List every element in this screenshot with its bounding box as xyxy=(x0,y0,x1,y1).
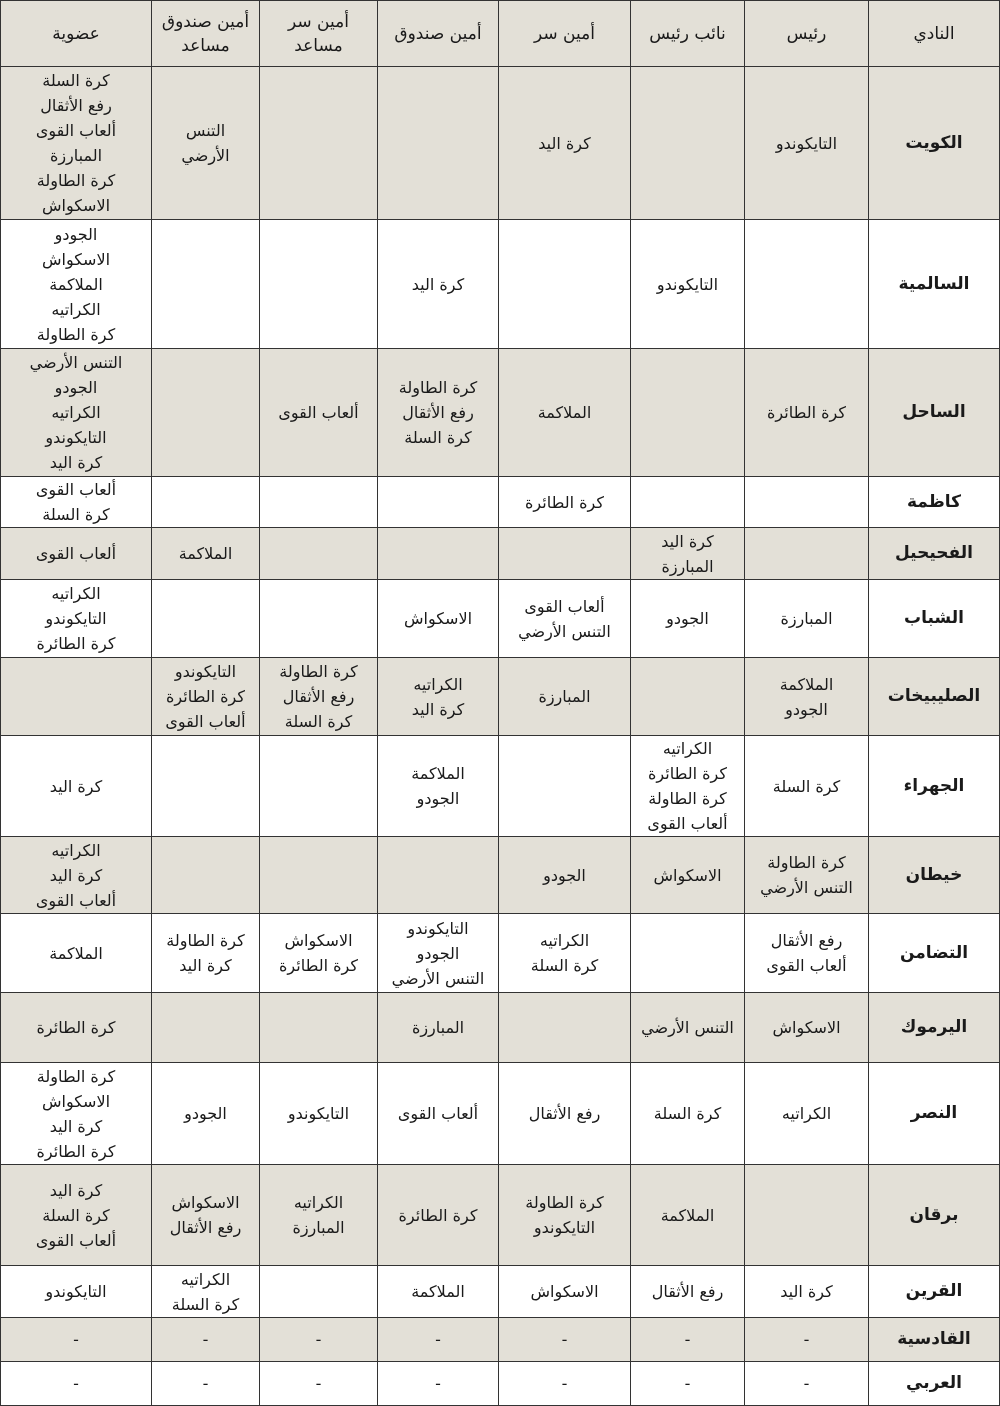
cell-assistant-treasurer xyxy=(152,736,260,837)
table-row xyxy=(1,837,1000,914)
cell-secretary xyxy=(499,993,631,1063)
cell-assistant-secretary xyxy=(260,477,378,528)
cell-membership: - xyxy=(1,1362,152,1406)
cell-membership: - xyxy=(1,1318,152,1362)
cell-secretary: كرة اليد xyxy=(499,67,631,220)
cell-club: كاظمة xyxy=(869,477,1000,528)
cell-vice-president xyxy=(631,477,745,528)
cell-secretary: - xyxy=(499,1318,631,1362)
cell-president: - xyxy=(745,1318,869,1362)
header-row xyxy=(1,1,1000,67)
cell-assistant-treasurer xyxy=(152,993,260,1063)
cell-assistant-secretary: - xyxy=(260,1362,378,1406)
table-row xyxy=(1,1318,1000,1362)
cell-president: كرة الطاولة التنس الأرضي xyxy=(745,837,869,914)
cell-secretary: ألعاب القوى التنس الأرضي xyxy=(499,580,631,658)
cell-assistant-treasurer xyxy=(152,837,260,914)
cell-secretary xyxy=(499,736,631,837)
cell-president: رفع الأثقال ألعاب القوى xyxy=(745,914,869,993)
cell-membership: كرة اليد xyxy=(1,736,152,837)
table-row xyxy=(1,914,1000,993)
cell-vice-president: - xyxy=(631,1318,745,1362)
cell-treasurer: الملاكمة xyxy=(378,1266,499,1318)
cell-membership: كرة الطائرة xyxy=(1,993,152,1063)
cell-treasurer: - xyxy=(378,1318,499,1362)
cell-vice-president: الجودو xyxy=(631,580,745,658)
cell-secretary: المبارزة xyxy=(499,658,631,736)
cell-assistant-secretary: كرة الطاولة رفع الأثقال كرة السلة xyxy=(260,658,378,736)
cell-treasurer: كرة الطائرة xyxy=(378,1165,499,1266)
cell-club: الكويت xyxy=(869,67,1000,220)
cell-assistant-treasurer: الاسكواش رفع الأثقال xyxy=(152,1165,260,1266)
cell-president: الملاكمة الجودو xyxy=(745,658,869,736)
cell-assistant-treasurer: كرة الطاولة كرة اليد xyxy=(152,914,260,993)
cell-assistant-secretary xyxy=(260,67,378,220)
cell-assistant-secretary: التايكوندو xyxy=(260,1063,378,1165)
header-membership: عضوية xyxy=(1,1,152,67)
cell-assistant-treasurer: التنس الأرضي xyxy=(152,67,260,220)
cell-assistant-treasurer xyxy=(152,220,260,349)
header-secretary: أمين سر xyxy=(499,1,631,67)
cell-vice-president: التنس الأرضي xyxy=(631,993,745,1063)
cell-club: العربي xyxy=(869,1362,1000,1406)
table-row xyxy=(1,67,1000,220)
cell-membership: الكراتيه التايكوندو كرة الطائرة xyxy=(1,580,152,658)
cell-assistant-treasurer: - xyxy=(152,1318,260,1362)
cell-vice-president: الملاكمة xyxy=(631,1165,745,1266)
cell-vice-president: - xyxy=(631,1362,745,1406)
cell-vice-president: كرة السلة xyxy=(631,1063,745,1165)
cell-vice-president xyxy=(631,914,745,993)
cell-membership: كرة الطاولة الاسكواش كرة اليد كرة الطائرة xyxy=(1,1063,152,1165)
cell-assistant-secretary: الكراتيه المبارزة xyxy=(260,1165,378,1266)
cell-treasurer: الكراتيه كرة اليد xyxy=(378,658,499,736)
cell-club: السالمية xyxy=(869,220,1000,349)
cell-club: الساحل xyxy=(869,349,1000,477)
cell-membership: ألعاب القوى xyxy=(1,528,152,580)
header-vice-president: نائب رئيس xyxy=(631,1,745,67)
cell-secretary xyxy=(499,528,631,580)
cell-secretary: - xyxy=(499,1362,631,1406)
cell-assistant-treasurer: الملاكمة xyxy=(152,528,260,580)
cell-treasurer: ألعاب القوى xyxy=(378,1063,499,1165)
cell-assistant-secretary xyxy=(260,993,378,1063)
cell-membership: كرة السلة رفع الأثقال ألعاب القوى المبارزة كرة الطاولة الاسكواش xyxy=(1,67,152,220)
cell-assistant-secretary xyxy=(260,528,378,580)
cell-vice-president: الاسكواش xyxy=(631,837,745,914)
cell-president xyxy=(745,528,869,580)
cell-treasurer xyxy=(378,837,499,914)
cell-president xyxy=(745,477,869,528)
cell-secretary: الكراتيه كرة السلة xyxy=(499,914,631,993)
cell-club: النصر xyxy=(869,1063,1000,1165)
cell-secretary: الجودو xyxy=(499,837,631,914)
cell-treasurer: كرة الطاولة رفع الأثقال كرة السلة xyxy=(378,349,499,477)
table-row xyxy=(1,580,1000,658)
cell-membership: الملاكمة xyxy=(1,914,152,993)
cell-club: برقان xyxy=(869,1165,1000,1266)
cell-president: التايكوندو xyxy=(745,67,869,220)
cell-assistant-secretary: ألعاب القوى xyxy=(260,349,378,477)
cell-club: الصليبيخات xyxy=(869,658,1000,736)
cell-vice-president: رفع الأثقال xyxy=(631,1266,745,1318)
table-row xyxy=(1,349,1000,477)
header-president: رئيس xyxy=(745,1,869,67)
cell-membership: الكراتيه كرة اليد ألعاب القوى xyxy=(1,837,152,914)
cell-club: الجهراء xyxy=(869,736,1000,837)
table-body xyxy=(1,67,1000,1406)
cell-treasurer: المبارزة xyxy=(378,993,499,1063)
cell-president: كرة الطائرة xyxy=(745,349,869,477)
cell-vice-president xyxy=(631,67,745,220)
cell-president xyxy=(745,1165,869,1266)
table-row xyxy=(1,993,1000,1063)
table-row xyxy=(1,658,1000,736)
cell-assistant-secretary xyxy=(260,1266,378,1318)
table-row xyxy=(1,736,1000,837)
table-row xyxy=(1,1362,1000,1406)
cell-president: كرة السلة xyxy=(745,736,869,837)
cell-assistant-treasurer: الجودو xyxy=(152,1063,260,1165)
cell-assistant-secretary xyxy=(260,837,378,914)
table-row xyxy=(1,528,1000,580)
cell-club: خيطان xyxy=(869,837,1000,914)
cell-vice-president xyxy=(631,349,745,477)
cell-secretary: الاسكواش xyxy=(499,1266,631,1318)
cell-secretary: رفع الأثقال xyxy=(499,1063,631,1165)
cell-president: - xyxy=(745,1362,869,1406)
cell-president xyxy=(745,220,869,349)
cell-president: الكراتيه xyxy=(745,1063,869,1165)
cell-club: الشباب xyxy=(869,580,1000,658)
cell-treasurer xyxy=(378,67,499,220)
cell-president: المبارزة xyxy=(745,580,869,658)
cell-membership: كرة اليد كرة السلة ألعاب القوى xyxy=(1,1165,152,1266)
cell-secretary xyxy=(499,220,631,349)
cell-assistant-treasurer: التايكوندو كرة الطائرة ألعاب القوى xyxy=(152,658,260,736)
cell-club: القرين xyxy=(869,1266,1000,1318)
cell-assistant-treasurer xyxy=(152,349,260,477)
cell-assistant-treasurer: - xyxy=(152,1362,260,1406)
cell-secretary: كرة الطاولة التايكوندو xyxy=(499,1165,631,1266)
cell-club: التضامن xyxy=(869,914,1000,993)
cell-president: الاسكواش xyxy=(745,993,869,1063)
table-row xyxy=(1,1266,1000,1318)
cell-membership: التايكوندو xyxy=(1,1266,152,1318)
cell-membership xyxy=(1,658,152,736)
cell-assistant-secretary xyxy=(260,580,378,658)
cell-club: الفحيحيل xyxy=(869,528,1000,580)
cell-assistant-secretary: الاسكواش كرة الطائرة xyxy=(260,914,378,993)
cell-president: كرة اليد xyxy=(745,1266,869,1318)
cell-club: اليرموك xyxy=(869,993,1000,1063)
cell-assistant-secretary xyxy=(260,736,378,837)
table-row xyxy=(1,220,1000,349)
cell-treasurer xyxy=(378,528,499,580)
cell-treasurer: الملاكمة الجودو xyxy=(378,736,499,837)
cell-secretary: كرة الطائرة xyxy=(499,477,631,528)
header-club: النادي xyxy=(869,1,1000,67)
cell-treasurer: - xyxy=(378,1362,499,1406)
cell-membership: التنس الأرضي الجودو الكراتيه التايكوندو كرة اليد xyxy=(1,349,152,477)
cell-treasurer: الاسكواش xyxy=(378,580,499,658)
table-row xyxy=(1,1165,1000,1266)
cell-vice-president: التايكوندو xyxy=(631,220,745,349)
cell-club: القادسية xyxy=(869,1318,1000,1362)
table-row xyxy=(1,477,1000,528)
cell-assistant-secretary xyxy=(260,220,378,349)
cell-secretary: الملاكمة xyxy=(499,349,631,477)
header-treasurer: أمين صندوق xyxy=(378,1,499,67)
table-row xyxy=(1,1063,1000,1165)
cell-vice-president: كرة اليد المبارزة xyxy=(631,528,745,580)
cell-assistant-treasurer xyxy=(152,477,260,528)
cell-treasurer: التايكوندو الجودو التنس الأرضي xyxy=(378,914,499,993)
cell-membership: ألعاب القوى كرة السلة xyxy=(1,477,152,528)
cell-assistant-secretary: - xyxy=(260,1318,378,1362)
cell-vice-president xyxy=(631,658,745,736)
header-assistant-treasurer: أمين صندوق مساعد xyxy=(152,1,260,67)
header-assistant-secretary: أمين سر مساعد xyxy=(260,1,378,67)
cell-vice-president: الكراتيه كرة الطائرة كرة الطاولة ألعاب القوى xyxy=(631,736,745,837)
cell-membership: الجودو الاسكواش الملاكمة الكراتيه كرة الطاولة xyxy=(1,220,152,349)
cell-assistant-treasurer xyxy=(152,580,260,658)
cell-treasurer xyxy=(378,477,499,528)
cell-treasurer: كرة اليد xyxy=(378,220,499,349)
cell-assistant-treasurer: الكراتيه كرة السلة xyxy=(152,1266,260,1318)
